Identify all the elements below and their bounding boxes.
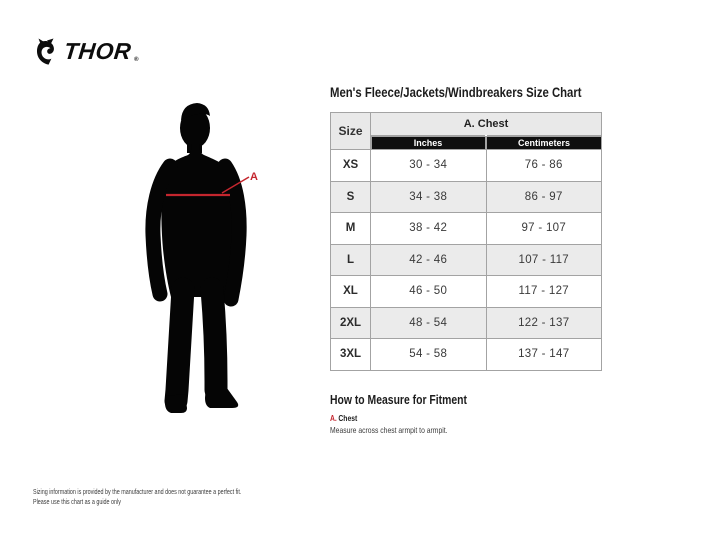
table-row bbox=[331, 339, 602, 371]
size-cell: XS bbox=[331, 150, 371, 182]
inches-cell: 42 - 46 bbox=[371, 244, 487, 276]
centimeters-column-header: Centimeters bbox=[486, 136, 602, 150]
registered-mark: ® bbox=[134, 57, 139, 63]
inches-cell: 54 - 58 bbox=[371, 339, 487, 371]
centimeters-cell: 117 - 127 bbox=[486, 276, 602, 308]
measure-item-chest bbox=[330, 413, 364, 423]
inches-cell: 48 - 54 bbox=[371, 307, 487, 339]
inches-cell: 30 - 34 bbox=[371, 150, 487, 182]
disclaimer bbox=[33, 487, 322, 507]
measure-key: A. bbox=[330, 413, 337, 423]
inches-cell: 38 - 42 bbox=[371, 213, 487, 245]
page-title: Men's Fleece/Jackets/Windbreakers Size Chart bbox=[330, 85, 582, 100]
table-row bbox=[331, 150, 602, 182]
table-row bbox=[331, 307, 602, 339]
disclaimer-line-1: Sizing information is provided by the manufacturer and does not guarantee a perfect fit. bbox=[33, 487, 242, 496]
brand-logo bbox=[34, 38, 139, 65]
size-cell: M bbox=[331, 213, 371, 245]
brand-name: THOR bbox=[62, 38, 133, 64]
inches-cell: 46 - 50 bbox=[371, 276, 487, 308]
centimeters-cell: 122 - 137 bbox=[486, 307, 602, 339]
table-row bbox=[331, 213, 602, 245]
measurement-diagram bbox=[118, 88, 322, 422]
measure-description: Measure across chest armpit to armpit. bbox=[330, 425, 448, 435]
centimeters-cell: 107 - 117 bbox=[486, 244, 602, 276]
inches-cell: 34 - 38 bbox=[371, 181, 487, 213]
annotation-label-a: A bbox=[250, 171, 258, 183]
size-chart-table bbox=[330, 112, 602, 371]
table-row bbox=[331, 244, 602, 276]
measure-name: Chest bbox=[338, 413, 358, 423]
size-cell: XL bbox=[331, 276, 371, 308]
male-silhouette-figure bbox=[153, 103, 239, 413]
chest-group-header: A. Chest bbox=[371, 113, 602, 136]
centimeters-cell: 97 - 107 bbox=[486, 213, 602, 245]
how-to-measure-heading: How to Measure for Fitment bbox=[330, 392, 467, 407]
centimeters-cell: 76 - 86 bbox=[486, 150, 602, 182]
centimeters-cell: 86 - 97 bbox=[486, 181, 602, 213]
inches-column-header: Inches bbox=[371, 136, 487, 150]
size-cell: 2XL bbox=[331, 307, 371, 339]
bull-head-icon bbox=[34, 38, 61, 65]
centimeters-cell: 137 - 147 bbox=[486, 339, 602, 371]
size-column-header: Size bbox=[331, 113, 371, 150]
table-row bbox=[331, 276, 602, 308]
disclaimer-line-2: Please use this chart as a guide only bbox=[33, 497, 121, 506]
table-row bbox=[331, 181, 602, 213]
size-cell: L bbox=[331, 244, 371, 276]
size-cell: S bbox=[331, 181, 371, 213]
size-cell: 3XL bbox=[331, 339, 371, 371]
